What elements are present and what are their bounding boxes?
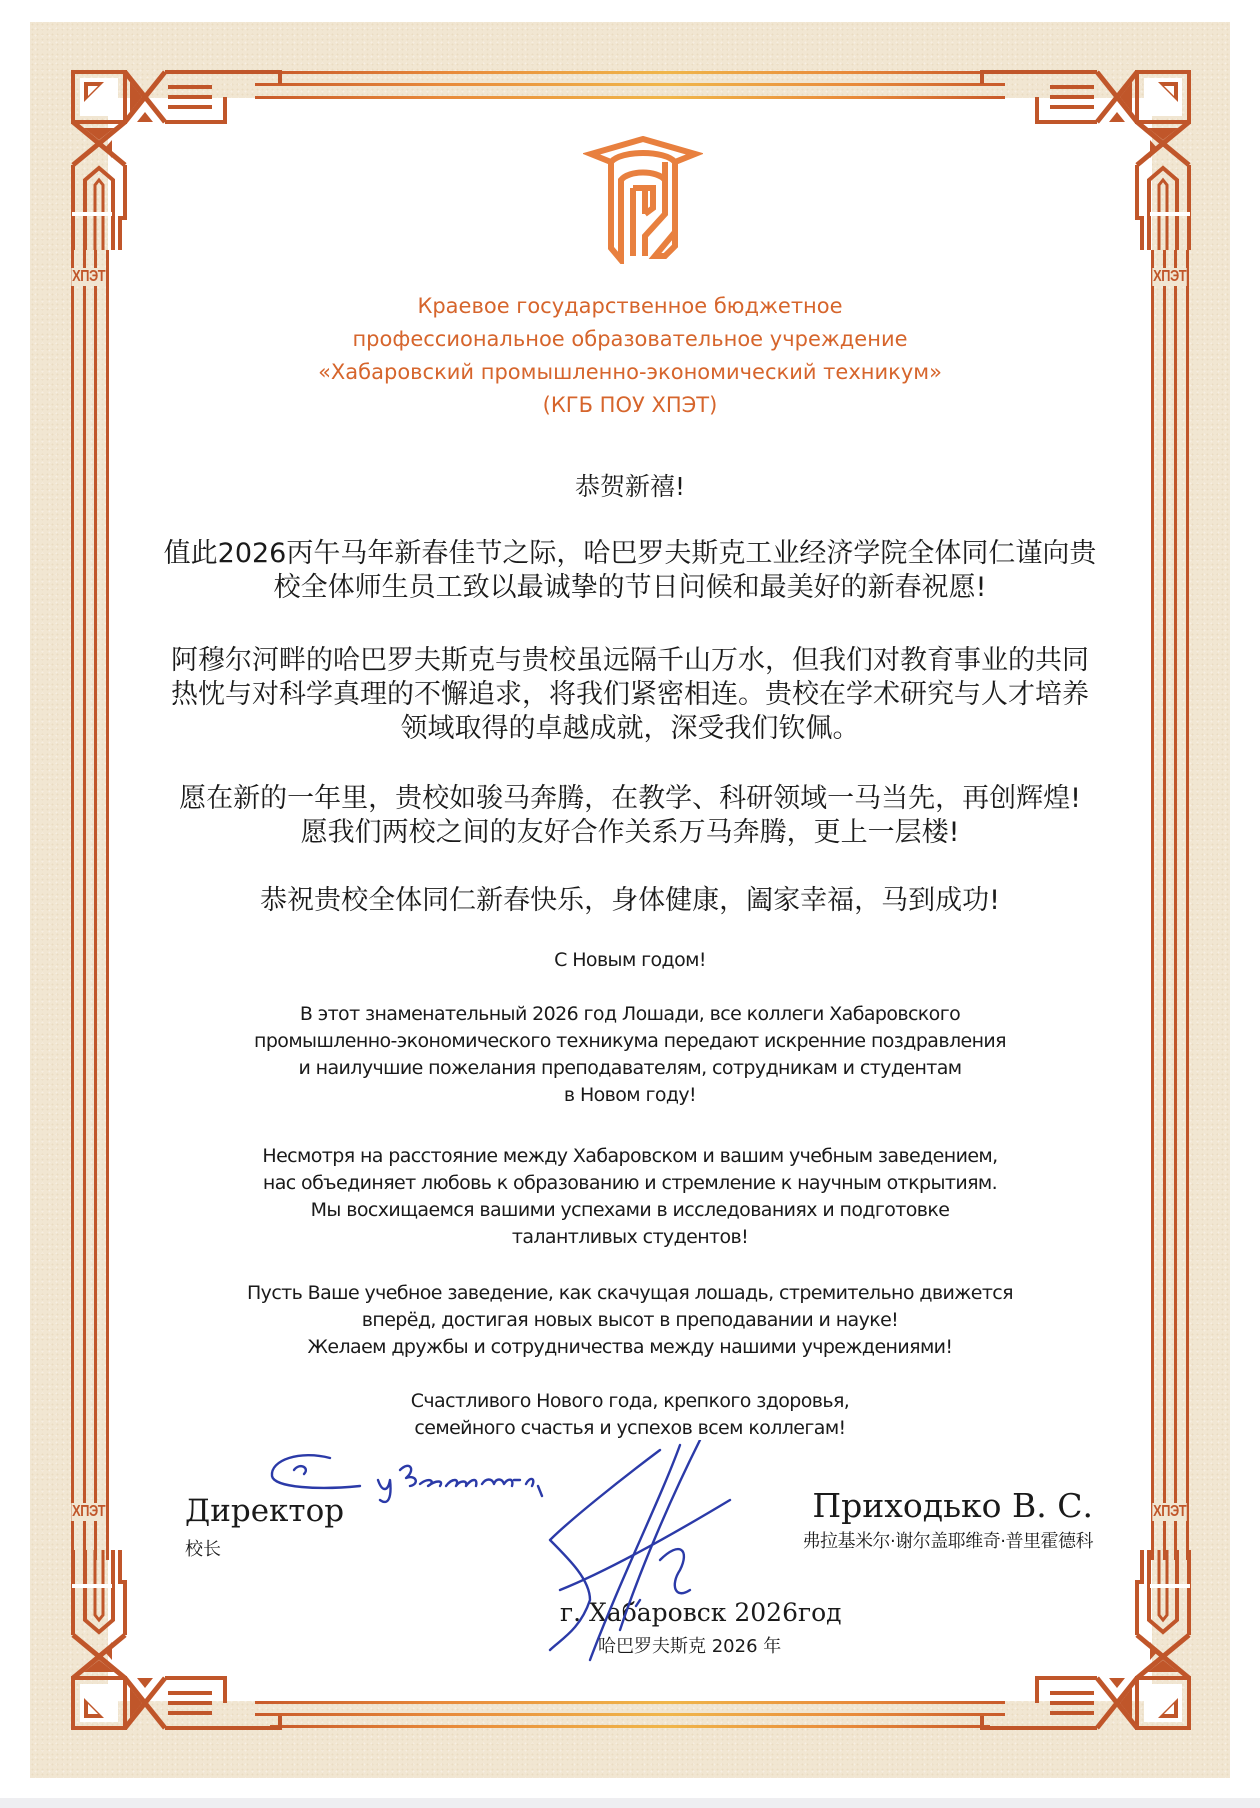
paragraph-line: вперёд, достигая новых высот в преподавании и науке! bbox=[361, 1309, 899, 1331]
russian-title: С Новым годом! bbox=[554, 949, 706, 971]
header-line: Краевое государственное бюджетное bbox=[417, 294, 843, 318]
border-label-top-right: ХПЭТ bbox=[1153, 268, 1187, 285]
paragraph-line: 校全体师生员工致以最诚挚的节日问候和最美好的新春祝愿! bbox=[273, 572, 987, 603]
paragraph-line: в Новом году! bbox=[563, 1084, 697, 1106]
border-label-bottom-left: ХПЭТ bbox=[72, 1503, 106, 1520]
position-chinese: 校长 bbox=[185, 1539, 221, 1560]
paragraph-line: и наилучшие пожелания преподавателям, сотрудникам и студентам bbox=[298, 1057, 962, 1079]
paragraph-line: нас объединяет любовь к образованию и стремление к научным открытиям. bbox=[262, 1172, 998, 1194]
chinese-paragraph-4 bbox=[130, 884, 1130, 918]
paragraph-line: 恭祝贵校全体同仁新春快乐，身体健康，阖家幸福，马到成功! bbox=[260, 885, 1000, 916]
chinese-paragraph-3 bbox=[130, 782, 1130, 850]
chinese-paragraph-1 bbox=[130, 537, 1130, 605]
paragraph-line: 愿在新的一年里，贵校如骏马奔腾，在教学、科研领域一马当先，再创辉煌! bbox=[179, 783, 1081, 814]
paragraph-line: промышленно-экономического техникума передают искренние поздравления bbox=[254, 1030, 1006, 1052]
graduation-cap-logo-icon bbox=[583, 136, 703, 264]
chinese-title: 恭贺新禧! bbox=[574, 472, 686, 501]
paragraph-line: 阿穆尔河畔的哈巴罗夫斯克与贵校虽远隔千山万水，但我们对教育事业的共同 bbox=[171, 645, 1089, 676]
paragraph-line: Несмотря на расстояние между Хабаровском и вашим учебным заведением, bbox=[262, 1145, 998, 1167]
paragraph-line: Мы восхищаемся вашими успехами в исследованиях и подготовке bbox=[310, 1199, 950, 1221]
corner-ornament-top-left bbox=[72, 72, 280, 250]
border-label-top-left: ХПЭТ bbox=[72, 268, 106, 285]
header-line: профессиональное образовательное учреждение bbox=[352, 327, 908, 351]
viewer-bottom-strip bbox=[0, 1798, 1260, 1808]
corner-ornament-bottom-right bbox=[982, 1550, 1190, 1728]
paragraph-line: Счастливого Нового года, крепкого здоровья, bbox=[410, 1390, 850, 1412]
paragraph-line: семейного счастья и успехов всем коллегам! bbox=[414, 1417, 846, 1439]
corner-ornament-top-right bbox=[982, 72, 1190, 250]
place-date-chinese: 哈巴罗夫斯克 2026 年 bbox=[598, 1636, 782, 1657]
director-name-russian: Приходько В. С. bbox=[812, 1486, 1093, 1525]
paragraph-line: 值此2026丙午马年新春佳节之际，哈巴罗夫斯克工业经济学院全体同仁谨向贵 bbox=[163, 538, 1097, 569]
director-name-chinese: 弗拉基米尔·谢尔盖耶维奇·普里霍德科 bbox=[802, 1531, 1093, 1552]
institution-header bbox=[200, 290, 1060, 422]
paragraph-line: 领域取得的卓越成就，深受我们钦佩。 bbox=[400, 713, 860, 744]
paragraph-line: 愿我们两校之间的友好合作关系万马奔腾，更上一层楼! bbox=[300, 817, 960, 848]
russian-paragraph-3 bbox=[170, 1280, 1090, 1361]
place-date-russian: г. Хабаровск 2026год bbox=[560, 1598, 842, 1627]
russian-paragraph-1 bbox=[170, 1001, 1090, 1109]
paragraph-line: В этот знаменательный 2026 год Лошади, все коллеги Хабаровского bbox=[299, 1003, 961, 1025]
paragraph-line: 热忱与对科学真理的不懈追求，将我们紧密相连。贵校在学术研究与人才培养 bbox=[171, 679, 1089, 710]
chinese-paragraph-2 bbox=[130, 644, 1130, 746]
russian-paragraph-4 bbox=[170, 1388, 1090, 1442]
header-line: (КГБ ПОУ ХПЭТ) bbox=[542, 393, 718, 417]
corner-ornament-bottom-left bbox=[72, 1550, 280, 1728]
position-russian: Директор bbox=[185, 1493, 345, 1529]
border-label-bottom-right: ХПЭТ bbox=[1153, 1503, 1187, 1520]
paragraph-line: талантливых студентов! bbox=[511, 1226, 749, 1248]
paragraph-line: Желаем дружбы и сотрудничества между нашими учреждениями! bbox=[307, 1336, 953, 1358]
header-line: «Хабаровский промышленно-экономический техникум» bbox=[318, 360, 942, 384]
paragraph-line: Пусть Ваше учебное заведение, как скачущая лошадь, стремительно движется bbox=[247, 1282, 1013, 1304]
russian-paragraph-2 bbox=[170, 1143, 1090, 1251]
